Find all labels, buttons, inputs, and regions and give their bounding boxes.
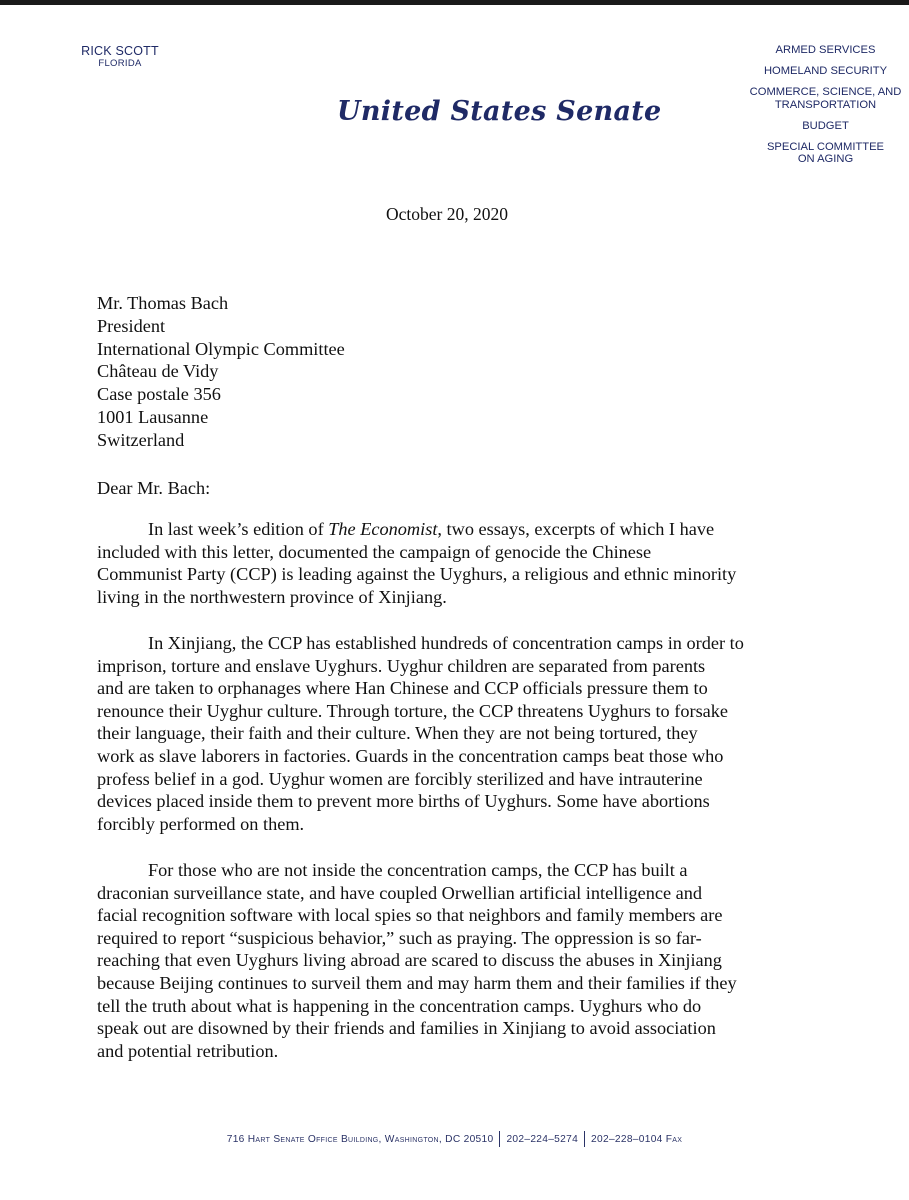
paragraph-line: For those who are not inside the concentration camps, the CCP has built a [148, 860, 688, 880]
paragraph-1 [97, 518, 736, 608]
address-line: International Olympic Committee [97, 338, 345, 359]
paragraph-line: Communist Party (CCP) is leading against the Uyghurs, a religious and ethnic minority [97, 564, 737, 585]
footer-address: 716 Hart Senate Office Building, Washington, DC 20510 [226, 1133, 494, 1145]
committee-item-line: ON AGING [797, 153, 854, 165]
paragraph-line: forcibly performed on them. [97, 813, 305, 834]
paragraph-line: and potential retribution. [97, 1040, 279, 1061]
address-line: Mr. Thomas Bach [97, 293, 229, 313]
top-edge-border [0, 0, 909, 5]
paragraph-3 [97, 859, 737, 1062]
paragraph-line: imprison, torture and enslave Uyghurs. Uyghur children are separated from parents [97, 655, 706, 676]
paragraph-line: tell the truth about what is happening in the concentration camps. Uyghurs who do [97, 995, 702, 1016]
text-span: In last week’s edition of [148, 519, 329, 539]
paragraph-line: profess belief in a god. Uyghur women are forcibly sterilized and have intrauterine [97, 768, 703, 789]
committee-item-line: TRANSPORTATION [774, 98, 877, 111]
paragraph-line: and are taken to orphanages where Han Chinese and CCP officials pressure them to [97, 678, 708, 699]
paragraph-line: work as slave laborers in factories. Guards in the concentration camps beat those who [97, 745, 724, 766]
paragraph-line: renounce their Uyghur culture. Through torture, the CCP threatens Uyghurs to forsake [97, 700, 729, 721]
address-line: Case postale 356 [97, 384, 221, 405]
publication-title: The Economist [328, 519, 438, 539]
text-span: , two essays, excerpts of which I have [437, 519, 715, 539]
sender-name: RICK SCOTT [81, 44, 159, 58]
committee-item: ARMED SERVICES [775, 44, 876, 56]
paragraph-line [97, 518, 736, 541]
address-line: President [97, 315, 166, 336]
address-line: Switzerland [97, 429, 185, 450]
committee-list [748, 44, 903, 174]
committee-item-line: SPECIAL COMMITTEE [766, 140, 885, 153]
sender-state: FLORIDA [98, 58, 142, 69]
paragraph-line: In Xinjiang, the CCP has established hundreds of concentration camps in order to [148, 633, 744, 653]
address-line: Château de Vidy [97, 361, 219, 382]
paragraph-line: facial recognition software with local spies so that neighbors and family members are [97, 905, 723, 926]
salutation: Dear Mr. Bach: [97, 478, 211, 498]
footer-phone: 202–224–5274 [506, 1133, 579, 1145]
paragraph-line: devices placed inside them to prevent more births of Uyghurs. Some have abortions [97, 791, 710, 812]
committee-item [748, 86, 903, 111]
paragraph-2 [97, 632, 744, 835]
senate-letterhead-title: United States Senate [337, 96, 662, 127]
paragraph-line: draconian surveillance state, and have coupled Orwellian artificial intelligence and [97, 882, 703, 903]
paragraph-line: included with this letter, documented the campaign of genocide the Chinese [97, 541, 652, 562]
paragraph-line: their language, their faith and their culture. When they are not being tortured, they [97, 723, 698, 744]
address-line: 1001 Lausanne [97, 406, 209, 427]
letter-date: October 20, 2020 [386, 204, 508, 224]
sender-block [60, 44, 180, 70]
committee-item [748, 141, 903, 166]
office-footer [0, 1131, 909, 1147]
paragraph-line: speak out are disowned by their friends and families in Xinjiang to avoid association [97, 1018, 716, 1039]
committee-item: BUDGET [802, 119, 849, 132]
paragraph-line: reaching that even Uyghurs living abroad are scared to discuss the abuses in Xinjiang [97, 950, 722, 971]
committee-item: HOMELAND SECURITY [763, 65, 888, 77]
committee-item-line: COMMERCE, SCIENCE, AND [749, 86, 902, 98]
footer-divider [499, 1131, 500, 1147]
recipient-address [97, 292, 345, 452]
paragraph-line: because Beijing continues to surveil them and may harm them and their families if they [97, 972, 737, 993]
paragraph-line: required to report “suspicious behavior,” such as praying. The oppression is so far- [97, 927, 702, 948]
footer-divider [584, 1131, 585, 1147]
footer-fax: 202–228–0104 Fax [591, 1133, 683, 1145]
paragraph-line: living in the northwestern province of Xinjiang. [97, 586, 447, 607]
